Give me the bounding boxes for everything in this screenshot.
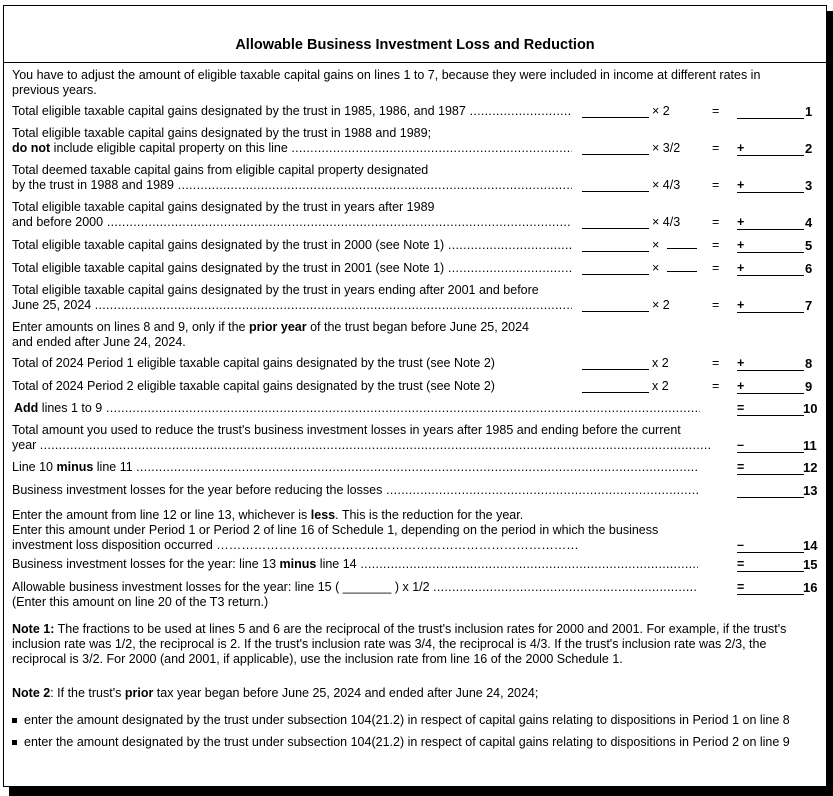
line-6-text: Total eligible taxable capital gains designated by the trust in 2001 (see Note 1) <box>12 261 445 275</box>
line-8-multiplier: x 2 <box>652 356 669 370</box>
line-9-multiplier: x 2 <box>652 379 669 393</box>
line-6-operator: + <box>737 261 745 275</box>
lines-8-9-instruction: Enter amounts on lines 8 and 9, only if the prior year of the trust began before June 25, 2024 and ended after June 24, 2024. <box>12 320 530 349</box>
line-11-number: 11 <box>803 438 817 453</box>
leader-dots <box>433 580 698 594</box>
line-15-label: Business investment losses for the year: line 13 minus line 14 ..... <box>12 557 698 572</box>
line-16-instruction: (Enter this amount on line 20 of the T3 return.) <box>12 595 269 609</box>
line-6-number: 6 <box>805 261 813 276</box>
line-16-operator: = <box>737 580 745 594</box>
line-3-equals: = <box>712 178 720 192</box>
line-3-operator: + <box>737 178 745 192</box>
line-3-amount-input[interactable] <box>737 177 804 193</box>
line-6-label <box>12 261 572 276</box>
line-4-operator: + <box>737 215 745 229</box>
line-4-text-1: Total eligible taxable capital gains designated by the trust in years after 1989 <box>12 200 435 214</box>
line-7-amount-input[interactable] <box>737 297 804 313</box>
line-7-operator: + <box>737 298 745 312</box>
line-9-number: 9 <box>805 379 813 394</box>
line-4-text-2: and before 2000 <box>12 215 104 229</box>
line-5-multiplier: × <box>652 238 697 253</box>
line-6-rate-input[interactable] <box>667 261 697 272</box>
line-5-amount-input[interactable] <box>737 237 804 253</box>
line-2-multiplier: × 3/2 <box>652 141 681 155</box>
note-2-bullet-2: enter the amount designated by the trust under subsection 104(21.2) in respect of capital gains relating to dispositions in Period 2 on line 9 <box>12 735 790 750</box>
line-3-label <box>12 163 572 193</box>
line-8-amount-input[interactable] <box>737 355 804 371</box>
line-8-label: Total of 2024 Period 1 eligible taxable capital gains designated by the trust (see Note 2) <box>12 356 495 370</box>
leader-dots <box>95 298 572 312</box>
bullet-square-icon <box>12 740 17 745</box>
line-5-label <box>12 238 572 253</box>
line-7-equals: = <box>712 298 720 312</box>
line-10-operator: = <box>737 401 745 415</box>
line-2-label <box>12 126 572 156</box>
line-12-label: Line 10 minus line 11 ..... <box>12 460 698 475</box>
line-8-input[interactable] <box>582 369 649 370</box>
line-9-amount-input[interactable] <box>737 378 804 394</box>
leader-dots <box>382 483 698 497</box>
line-16-label: Allowable business investment losses for the year: line 15 ( _______ ) x 1/2 ..... <box>12 580 698 595</box>
line-15-operator: = <box>737 557 745 571</box>
line-9-equals: = <box>712 379 720 393</box>
leader-dots <box>291 141 572 155</box>
line-12-operator: = <box>737 460 745 474</box>
line-2-amount-input[interactable] <box>737 140 804 156</box>
line-4-multiplier: × 4/3 <box>652 215 681 229</box>
form-title: Allowable Business Investment Loss and Reduction <box>235 37 595 53</box>
line-14-amount-input[interactable] <box>737 537 804 553</box>
line-2-text-1: Total eligible taxable capital gains designated by the trust in 1988 and 1989; <box>12 126 432 140</box>
line-8-equals: = <box>712 356 720 370</box>
line-6-multiplier: × <box>652 261 697 276</box>
line-12-amount-input[interactable] <box>737 459 804 475</box>
line-3-input[interactable] <box>582 191 649 192</box>
line-4-equals: = <box>712 215 720 229</box>
line-10-label: Add lines 1 to 9 ..... <box>14 401 700 416</box>
line-10-number: 10 <box>803 401 818 416</box>
line-1-multiplier: × 2 <box>652 104 670 118</box>
line-3-text-2: by the trust in 1988 and 1989 <box>12 178 174 192</box>
line-5-text: Total eligible taxable capital gains designated by the trust in 2000 (see Note 1) <box>12 238 445 252</box>
line-16-number: 16 <box>803 580 818 595</box>
line-7-text-2: June 25, 2024 <box>12 298 95 312</box>
line-4-label <box>12 200 572 230</box>
line-5-number: 5 <box>805 238 813 253</box>
line-2-input[interactable] <box>582 154 649 155</box>
line-6-input[interactable] <box>582 274 649 275</box>
leader-dots <box>466 104 572 118</box>
form-frame <box>3 5 827 787</box>
line-8-number: 8 <box>805 356 813 371</box>
line-4-input[interactable] <box>582 228 649 229</box>
bullet-square-icon <box>12 718 17 723</box>
intro-text: You have to adjust the amount of eligible taxable capital gains on lines 1 to 7, because they were included in income at different rates in previous years. <box>12 68 761 97</box>
note-2: Note 2: If the trust's prior tax year began before June 25, 2024 and ended after June 24, 2024; <box>12 686 539 700</box>
line-1-amount-input[interactable] <box>737 103 804 119</box>
line-13-label: Business investment losses for the year before reducing the losses ..... <box>12 483 698 498</box>
line-14-number: 14 <box>803 538 818 553</box>
line-3-text-1: Total deemed taxable capital gains from eligible capital property designated <box>12 163 429 177</box>
line-9-operator: + <box>737 379 745 393</box>
line-2-bold: do not <box>12 141 51 155</box>
title-divider <box>4 62 826 63</box>
leader-dots <box>40 438 712 452</box>
note-2-bullet-1: enter the amount designated by the trust under subsection 104(21.2) in respect of capital gains relating to dispositions in Period 1 on line 8 <box>12 713 790 728</box>
line-15-amount-input[interactable] <box>737 556 804 572</box>
line-7-input[interactable] <box>582 311 649 312</box>
line-5-rate-input[interactable] <box>667 238 697 249</box>
line-3-multiplier: × 4/3 <box>652 178 681 192</box>
leader-dots <box>136 460 698 474</box>
line-1-equals: = <box>712 104 720 118</box>
line-5-input[interactable] <box>582 251 649 252</box>
line-2-equals: = <box>712 141 720 155</box>
line-7-label <box>12 283 572 313</box>
line-9-label: Total of 2024 Period 2 eligible taxable capital gains designated by the trust (see Note 2) <box>12 379 495 393</box>
line-16-amount-input[interactable] <box>737 579 804 595</box>
line-11-operator: – <box>737 438 744 452</box>
leader-dots <box>444 238 572 252</box>
line-6-equals: = <box>712 261 720 275</box>
note-1: Note 1: The fractions to be used at lines 5 and 6 are the reciprocal of the trust's inclusion rates for 2000 and 2001. For example, if the trust's inclusion rate was 1/2, the reciprocal is 2. If the trust's inclusion rate was 3/4, the reciprocal is 4/3. If the trust's inclusion rate was 2/3, the reciprocal is 3/2. For 2000 (and 2001, if applicable), use the inclusion rate from line 16 of the 2000 Schedule 1. <box>12 622 787 666</box>
line-11-amount-input[interactable] <box>737 437 804 453</box>
line-4-number: 4 <box>805 215 813 230</box>
leader-dots <box>102 401 700 415</box>
line-7-multiplier: × 2 <box>652 298 670 312</box>
line-3-number: 3 <box>805 178 813 193</box>
line-8-operator: + <box>737 356 745 370</box>
leader-dots <box>174 178 572 192</box>
line-11-label: Total amount you used to reduce the trust's business investment losses in years after 1985 and ending before the current year ..... <box>12 423 712 453</box>
leader-dots <box>103 215 572 229</box>
leader-dots <box>357 557 698 571</box>
line-1-input[interactable] <box>582 117 649 118</box>
line-10-amount-input[interactable] <box>737 400 804 416</box>
line-1-text: Total eligible taxable capital gains designated by the trust in 1985, 1986, and 1987 <box>12 104 466 118</box>
leader-dots <box>444 261 572 275</box>
line-7-number: 7 <box>805 298 813 313</box>
line-5-equals: = <box>712 238 720 252</box>
line-2-text-2: include eligible capital property on this line <box>50 141 292 155</box>
line-1-number: 1 <box>805 104 813 119</box>
line-2-operator: + <box>737 141 745 155</box>
line-4-amount-input[interactable] <box>737 214 804 230</box>
line-14-operator: – <box>737 538 744 552</box>
line-13-amount-input[interactable] <box>737 482 804 498</box>
line-2-number: 2 <box>805 141 813 156</box>
line-13-number: 13 <box>803 483 818 498</box>
line-1-label <box>12 104 572 119</box>
line-9-input[interactable] <box>582 392 649 393</box>
line-5-operator: + <box>737 238 745 252</box>
line-14-label: Enter the amount from line 12 or line 13, whichever is less. This is the reduction for the year. Enter this amount under Period 1 or Period 2 of line 16 of Schedule 1, depending on the period in which the business investment loss disposition occurred …………………………………………………………………………… <box>12 508 659 552</box>
line-7-text-1: Total eligible taxable capital gains designated by the trust in years ending after 2001 and before <box>12 283 539 297</box>
line-6-amount-input[interactable] <box>737 260 804 276</box>
line-12-number: 12 <box>803 460 818 475</box>
line-15-number: 15 <box>803 557 818 572</box>
